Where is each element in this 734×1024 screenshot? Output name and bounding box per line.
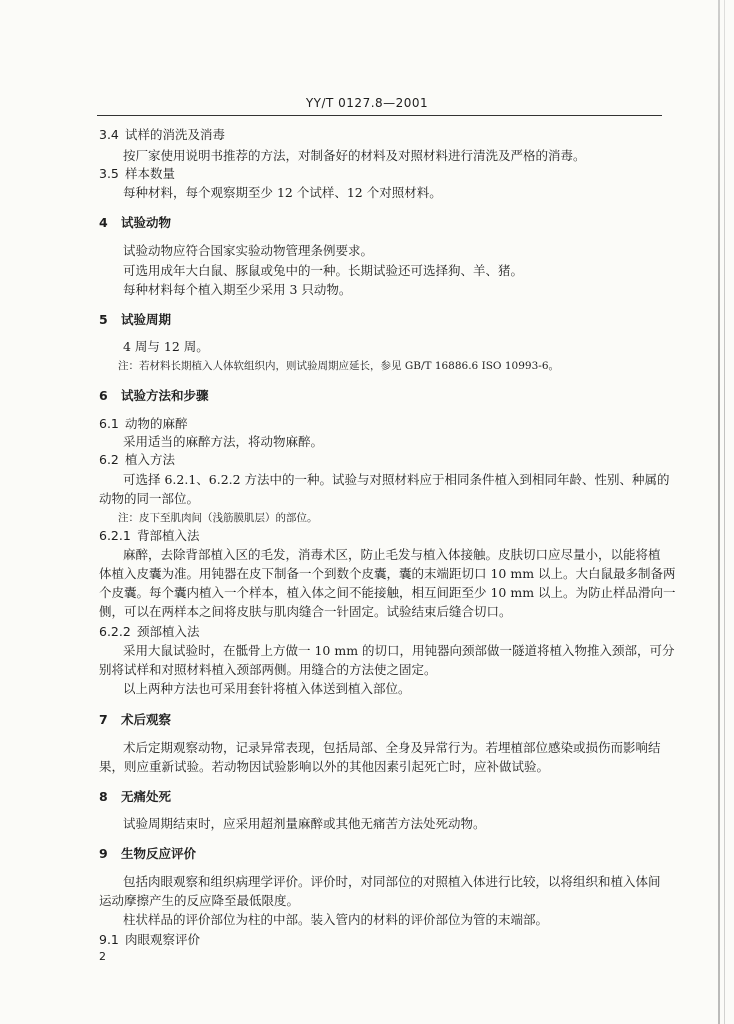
section-9-heading xyxy=(99,846,196,862)
paragraph-line: 以上两种方法也可采用套针将植入体送到植入部位。 xyxy=(123,681,411,696)
section-number: 6.1 xyxy=(99,416,119,431)
section-3-4-heading xyxy=(99,127,225,143)
section-title: 试验动物 xyxy=(121,215,172,230)
section-title: 样本数量 xyxy=(125,166,176,181)
paragraph-line: 麻醉，去除背部植入区的毛发，消毒术区，防止毛发与植入体接触。皮肤切口应尽量小，以能将植 xyxy=(123,547,661,562)
section-number: 6.2.1 xyxy=(99,528,131,543)
section-title: 试验周期 xyxy=(121,312,172,327)
section-6-2-heading xyxy=(99,452,175,468)
paragraph-line: 术后定期观察动物，记录异常表现，包括局部、全身及异常行为。若埋植部位感染或损伤而影响结 xyxy=(123,740,661,755)
section-title: 试样的消洗及消毒 xyxy=(125,127,226,142)
note: 注：皮下至肌肉间（浅筋膜肌层）的部位。 xyxy=(118,512,318,524)
section-3-5-heading xyxy=(99,166,175,182)
header-rule xyxy=(97,115,662,116)
section-title: 无痛处死 xyxy=(121,789,172,804)
section-number: 7 xyxy=(99,712,108,727)
paragraph-line: 可选择 6.2.1、6.2.2 方法中的一种。试验与对照材料应于相同条件植入到相同年龄、性别、种属的 xyxy=(123,472,670,487)
section-number: 4 xyxy=(99,215,108,230)
paragraph: 按厂家使用说明书推荐的方法，对制备好的材料及对照材料进行清洗及严格的消毒。 xyxy=(123,148,586,163)
paragraph-line: 动物的同一部位。 xyxy=(99,491,200,506)
section-9-1-heading xyxy=(99,932,200,948)
section-number: 8 xyxy=(99,789,108,804)
section-number: 9 xyxy=(99,846,108,861)
paragraph: 4 周与 12 周。 xyxy=(123,339,209,354)
section-title: 背部植入法 xyxy=(137,528,200,543)
section-6-1-heading xyxy=(99,416,188,432)
paragraph-line: 采用大鼠试验时，在骶骨上方做一 10 mm 的切口，用钝器向颈部做一隧道将植入物推入颈部，可分 xyxy=(123,643,675,658)
scan-edge xyxy=(724,0,725,1024)
paragraph-line: 果，则应重新试验。若动物因试验影响以外的其他因素引起死亡时，应补做试验。 xyxy=(99,759,550,774)
paragraph-line: 别将试样和对照材料植入颈部两侧。用缝合的方法使之固定。 xyxy=(99,662,437,677)
section-number: 6.2 xyxy=(99,452,119,467)
paragraph-line: 柱状样品的评价部位为柱的中部。装入管内的材料的评价部位为管的末端部。 xyxy=(123,912,549,927)
section-title: 植入方法 xyxy=(125,452,176,467)
paragraph-line: 体植入皮囊为准。用钝器在皮下制备一个到数个皮囊，囊的末端距切口 10 mm 以上。大白鼠最多制备两 xyxy=(99,566,676,581)
standard-header: YY/T 0127.8—2001 xyxy=(305,96,429,110)
section-title: 试验方法和步骤 xyxy=(121,388,209,403)
section-6-heading xyxy=(99,388,209,404)
note: 注：若材料长期植入人体软组织内，则试验周期应延长，参见 GB/T 16886.6 ISO 10993-6。 xyxy=(118,360,559,372)
section-number: 3.5 xyxy=(99,166,119,181)
section-title: 生物反应评价 xyxy=(121,846,197,861)
section-8-heading xyxy=(99,789,171,805)
paragraph: 可选用成年大白鼠、豚鼠或兔中的一种。长期试验还可选择狗、羊、猪。 xyxy=(123,263,524,278)
page-number: 2 xyxy=(99,950,106,963)
section-title: 术后观察 xyxy=(121,712,172,727)
section-5-heading xyxy=(99,312,171,328)
paragraph: 采用适当的麻醉方法，将动物麻醉。 xyxy=(123,434,324,449)
section-title: 颈部植入法 xyxy=(137,624,200,639)
paragraph: 每种材料每个植入期至少采用 3 只动物。 xyxy=(123,282,352,297)
section-title: 肉眼观察评价 xyxy=(125,932,201,947)
section-7-heading xyxy=(99,712,171,728)
paragraph-line: 侧，可以在两样本之间将皮肤与肌肉缝合一针固定。试验结束后缝合切口。 xyxy=(99,604,512,619)
section-6-2-1-heading xyxy=(99,528,200,544)
paragraph-line: 个皮囊。每个囊内植入一个样本，植入体之间不能接触，相互间距至少 10 mm 以上。为防止样品滑向一 xyxy=(99,585,676,600)
section-number: 6.2.2 xyxy=(99,624,131,639)
section-number: 9.1 xyxy=(99,932,119,947)
section-number: 6 xyxy=(99,388,108,403)
section-title: 动物的麻醉 xyxy=(125,416,188,431)
paragraph: 每种材料，每个观察期至少 12 个试样、12 个对照材料。 xyxy=(123,185,442,200)
section-4-heading xyxy=(99,215,171,231)
paragraph: 试验周期结束时，应采用超剂量麻醉或其他无痛苦方法处死动物。 xyxy=(123,816,486,831)
paragraph-line: 运动摩擦产生的反应降至最低限度。 xyxy=(99,893,300,908)
section-6-2-2-heading xyxy=(99,624,200,640)
paragraph-line: 包括肉眼观察和组织病理学评价。评价时，对同部位的对照植入体进行比较，以将组织和植入体间 xyxy=(123,874,661,889)
section-number: 3.4 xyxy=(99,127,119,142)
scan-edge xyxy=(718,0,720,1024)
section-number: 5 xyxy=(99,312,108,327)
paragraph: 试验动物应符合国家实验动物管理条例要求。 xyxy=(123,243,374,258)
